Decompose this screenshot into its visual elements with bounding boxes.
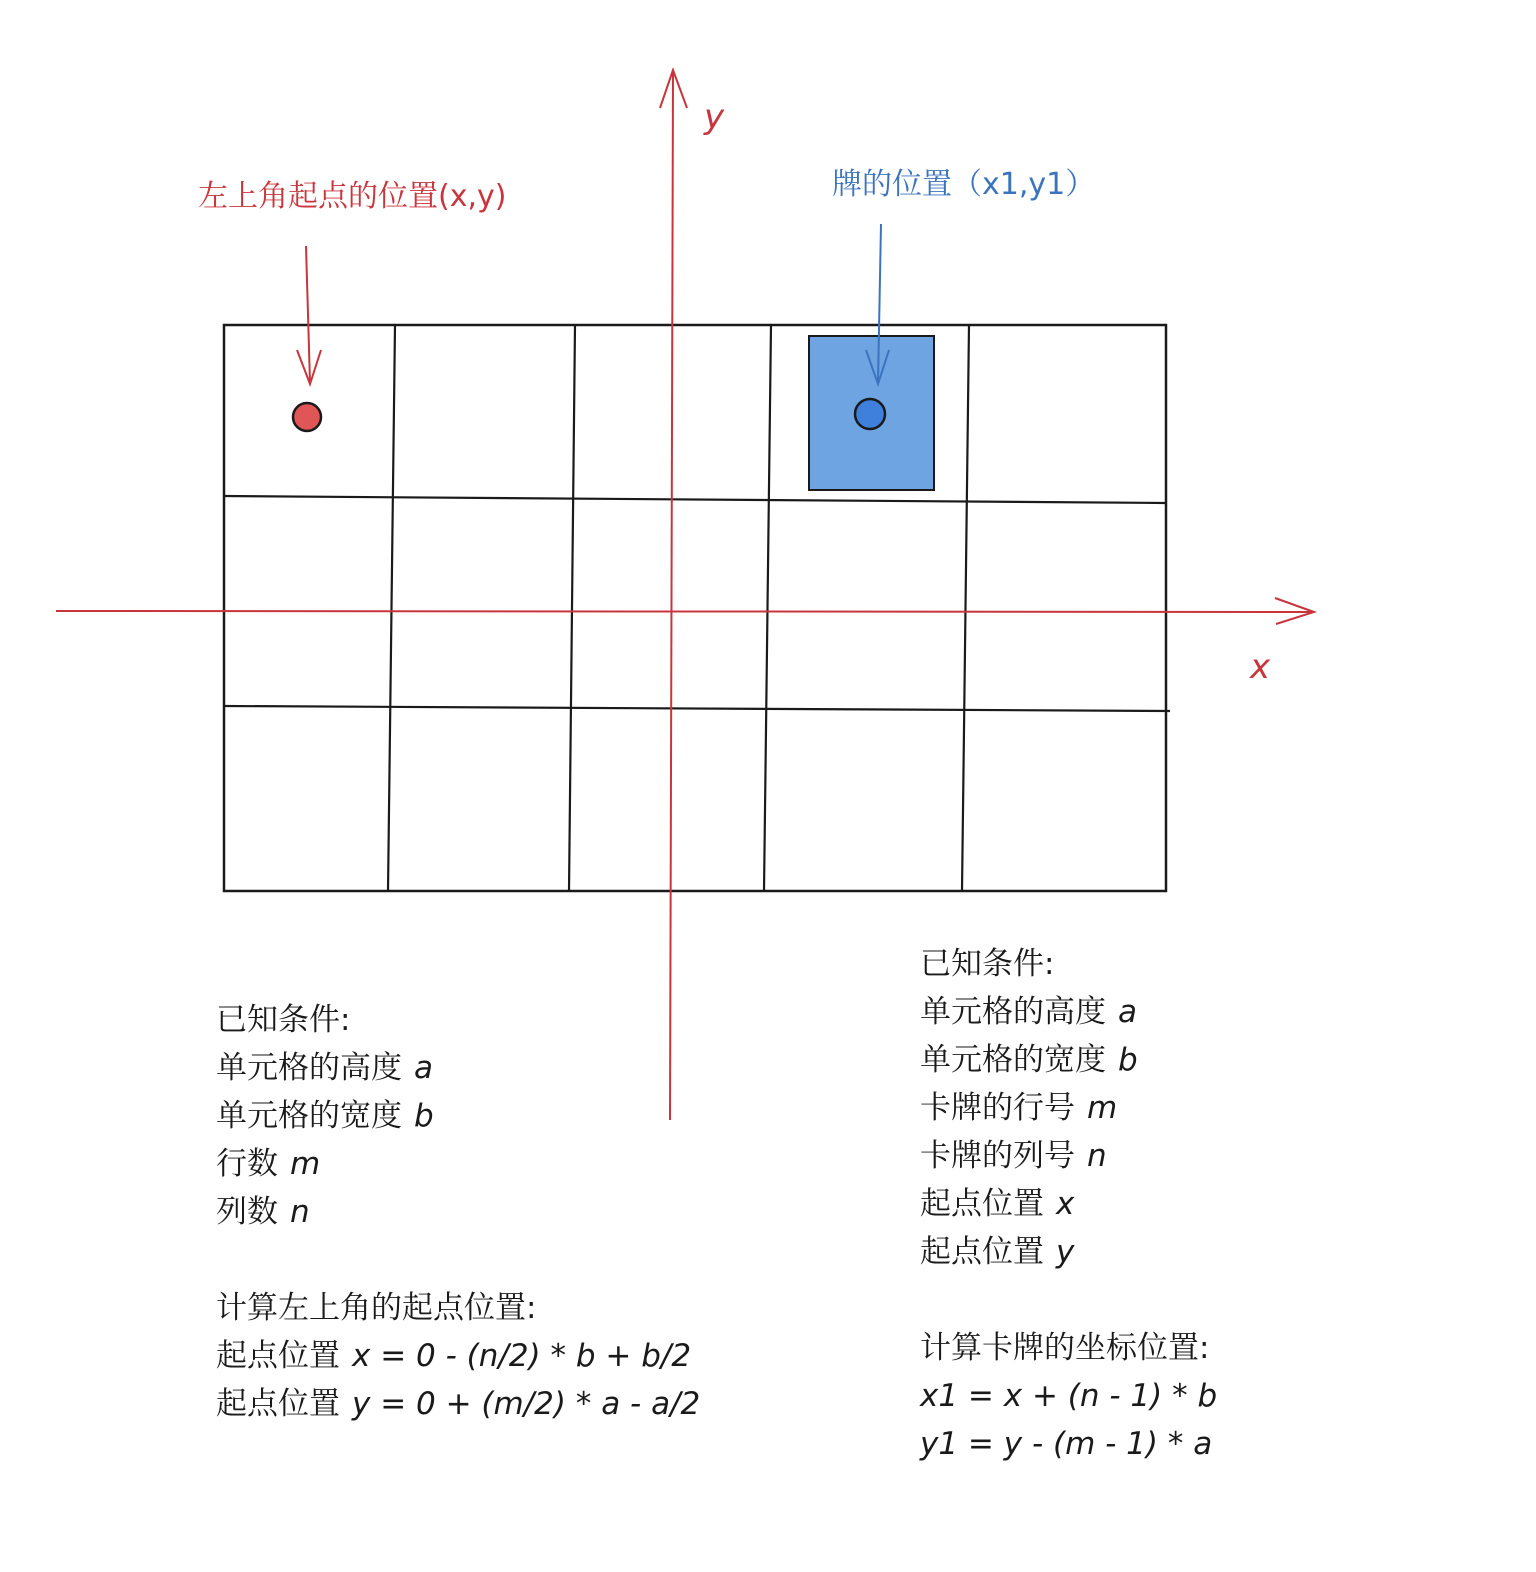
x-axis-label: x xyxy=(1250,647,1271,687)
given-var: n xyxy=(1087,1138,1107,1174)
given-text: 列数 xyxy=(216,1194,278,1230)
left-given-row xyxy=(216,1140,700,1188)
y-axis-label: y xyxy=(704,97,725,137)
given-var: y xyxy=(1056,1234,1075,1270)
given-text: 起点位置 xyxy=(920,1234,1044,1270)
given-var: x xyxy=(1056,1186,1075,1222)
formula-text: 起点位置 xyxy=(216,1386,340,1422)
given-text: 卡牌的列号 xyxy=(920,1138,1075,1174)
formula-expr: y = 0 + (m/2) * a - a/2 xyxy=(352,1386,701,1422)
formula-text: 起点位置 xyxy=(216,1338,340,1374)
start-point-dot xyxy=(293,403,321,431)
given-text: 起点位置 xyxy=(920,1186,1044,1222)
card-point-dot xyxy=(855,399,885,429)
grid-hline-1 xyxy=(224,496,1166,503)
given-text: 单元格的宽度 xyxy=(216,1098,402,1134)
card-position-label: 牌的位置（x1,y1） xyxy=(832,167,1096,202)
formula-expr: y1 = y - (m - 1) * a xyxy=(920,1426,1213,1462)
y-axis-line xyxy=(670,72,673,1120)
right-given-row xyxy=(920,988,1217,1036)
given-var: b xyxy=(1118,1042,1138,1078)
x-axis xyxy=(56,598,1314,624)
right-given-row xyxy=(920,1084,1217,1132)
left-given-row xyxy=(216,1092,700,1140)
left-given-row xyxy=(216,1044,700,1092)
grid-border xyxy=(224,325,1166,891)
left-formula-row xyxy=(216,1332,700,1380)
formula-expr: x1 = x + (n - 1) * b xyxy=(920,1378,1218,1414)
right-given-row xyxy=(920,1036,1217,1084)
given-var: m xyxy=(290,1146,321,1182)
right-calc-heading: 计算卡牌的坐标位置: xyxy=(920,1330,1210,1366)
right-explanation-block xyxy=(920,940,1217,1468)
right-given-row xyxy=(920,1132,1217,1180)
start-point-arrow xyxy=(297,246,321,384)
right-formula-row xyxy=(920,1372,1217,1420)
right-formula-row xyxy=(920,1420,1217,1468)
grid-vline-3 xyxy=(764,325,771,891)
given-var: b xyxy=(414,1098,434,1134)
y-axis xyxy=(660,70,687,1120)
grid-vline-2 xyxy=(569,325,575,891)
left-given-row xyxy=(216,1188,700,1236)
grid-vline-1 xyxy=(388,325,395,891)
given-var: m xyxy=(1087,1090,1118,1126)
left-formula-row xyxy=(216,1380,700,1428)
card-point-arrow xyxy=(866,224,889,384)
x-axis-line xyxy=(56,611,1313,612)
right-given-row xyxy=(920,1228,1217,1276)
given-var: a xyxy=(414,1050,433,1086)
given-var: n xyxy=(290,1194,310,1230)
spacer xyxy=(920,1276,1217,1324)
formula-expr: x = 0 - (n/2) * b + b/2 xyxy=(352,1338,692,1374)
given-var: a xyxy=(1118,994,1137,1030)
left-heading: 已知条件: xyxy=(216,1002,351,1038)
given-text: 单元格的高度 xyxy=(920,994,1106,1030)
start-point-arrow-shaft xyxy=(306,246,310,383)
right-given-row xyxy=(920,1180,1217,1228)
grid-vline-4 xyxy=(962,325,969,891)
given-text: 单元格的高度 xyxy=(216,1050,402,1086)
left-explanation-block xyxy=(216,996,700,1428)
grid-horizontal-lines xyxy=(224,496,1170,711)
given-text: 卡牌的行号 xyxy=(920,1090,1075,1126)
spacer xyxy=(216,1236,700,1284)
left-calc-heading: 计算左上角的起点位置: xyxy=(216,1290,537,1326)
right-heading: 已知条件: xyxy=(920,946,1055,982)
grid-hline-2 xyxy=(224,706,1170,711)
given-text: 单元格的宽度 xyxy=(920,1042,1106,1078)
given-text: 行数 xyxy=(216,1146,278,1182)
start-point-label: 左上角起点的位置(x,y) xyxy=(198,179,507,214)
